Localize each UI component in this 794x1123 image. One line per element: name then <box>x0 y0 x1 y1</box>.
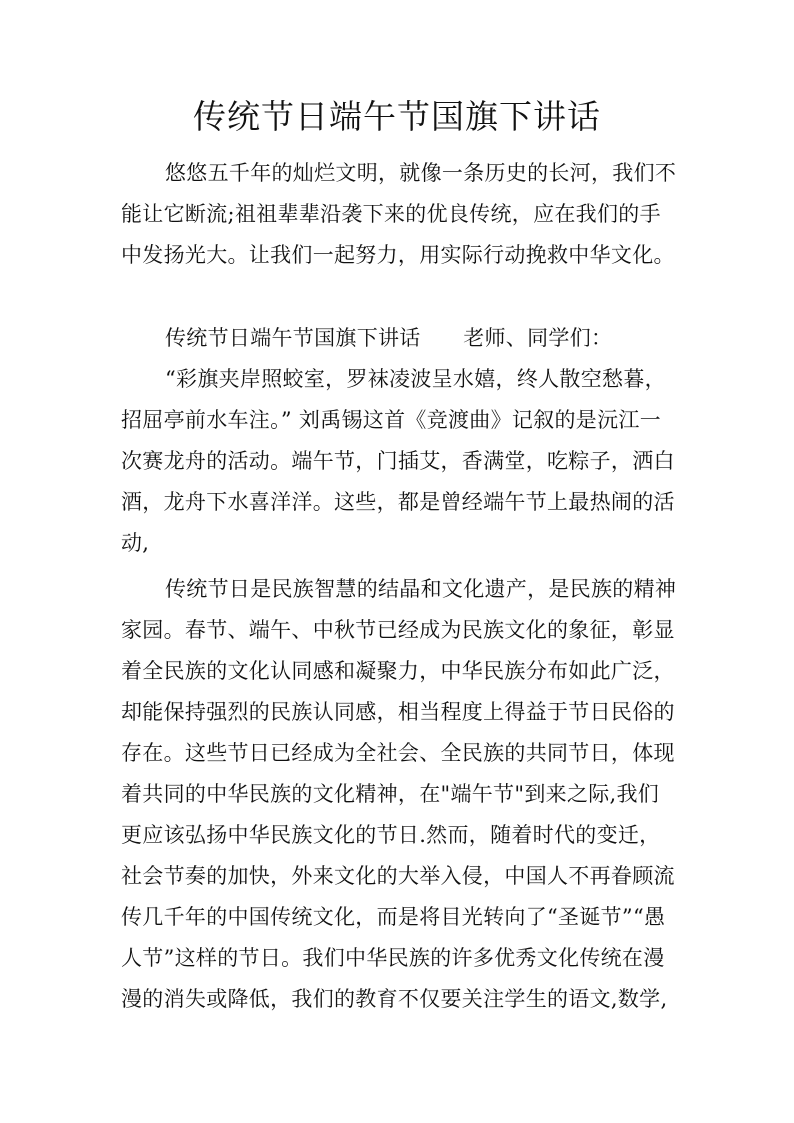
paragraph-line: 家园。春节、端午、中秋节已经成为民族文化的象征，彰显 <box>121 618 675 642</box>
paragraph-line: 社会节奏的加快，外来文化的大举入侵，中国人不再眷顾流 <box>121 864 675 888</box>
paragraph-line: 更应该弘扬中华民族文化的节日.然而，随着时代的变迁， <box>121 823 661 847</box>
paragraph-line: 人节”这样的节日。我们中华民族的许多优秀文化传统在漫 <box>121 946 665 970</box>
paragraph-line: 招屈亭前水车注。” 刘禹锡这首《竞渡曲》记叙的是沅江一 <box>121 408 662 432</box>
paragraph-line: 次赛龙舟的活动。端午节，门插艾，香满堂，吃粽子，洒白 <box>121 449 675 473</box>
paragraph-line: 酒，龙舟下水喜洋洋。这些，都是曾经端午节上最热闹的活 <box>121 490 675 514</box>
paragraph-line: 能让它断流;祖祖辈辈沿袭下来的优良传统，应在我们的手 <box>121 202 661 226</box>
paragraph-line: 中发扬光大。让我们一起努力，用实际行动挽救中华文化。 <box>121 243 675 267</box>
paragraph-line: 着共同的中华民族的文化精神，在"端午节"到来之际,我们 <box>121 782 660 806</box>
document-title: 传统节日端午节国旗下讲话 <box>193 97 601 136</box>
paragraph-line: 却能保持强烈的民族认同感，相当程度上得益于节日民俗的 <box>121 700 675 724</box>
paragraph-line: 悠悠五千年的灿烂文明，就像一条历史的长河，我们不 <box>165 161 677 185</box>
paragraph-line: 存在。这些节日已经成为全社会、全民族的共同节日，体现 <box>121 741 675 765</box>
paragraph-line: 动, <box>121 531 150 555</box>
paragraph-line: 传统节日端午节国旗下讲话 老师、同学们： <box>165 326 613 350</box>
paragraph-line: 漫的消失或降低，我们的教育不仅要关注学生的语文,数学, <box>121 987 668 1011</box>
paragraph-line: 传几千年的中国传统文化，而是将目光转向了“圣诞节”“愚 <box>121 905 666 929</box>
paragraph-line: “彩旗夹岸照蛟室，罗袜凌波呈水嬉，终人散空愁暮， <box>165 367 666 391</box>
paragraph-line: 传统节日是民族智慧的结晶和文化遗产，是民族的精神 <box>165 577 677 601</box>
paragraph-line: 着全民族的文化认同感和凝聚力，中华民族分布如此广泛， <box>121 659 675 683</box>
